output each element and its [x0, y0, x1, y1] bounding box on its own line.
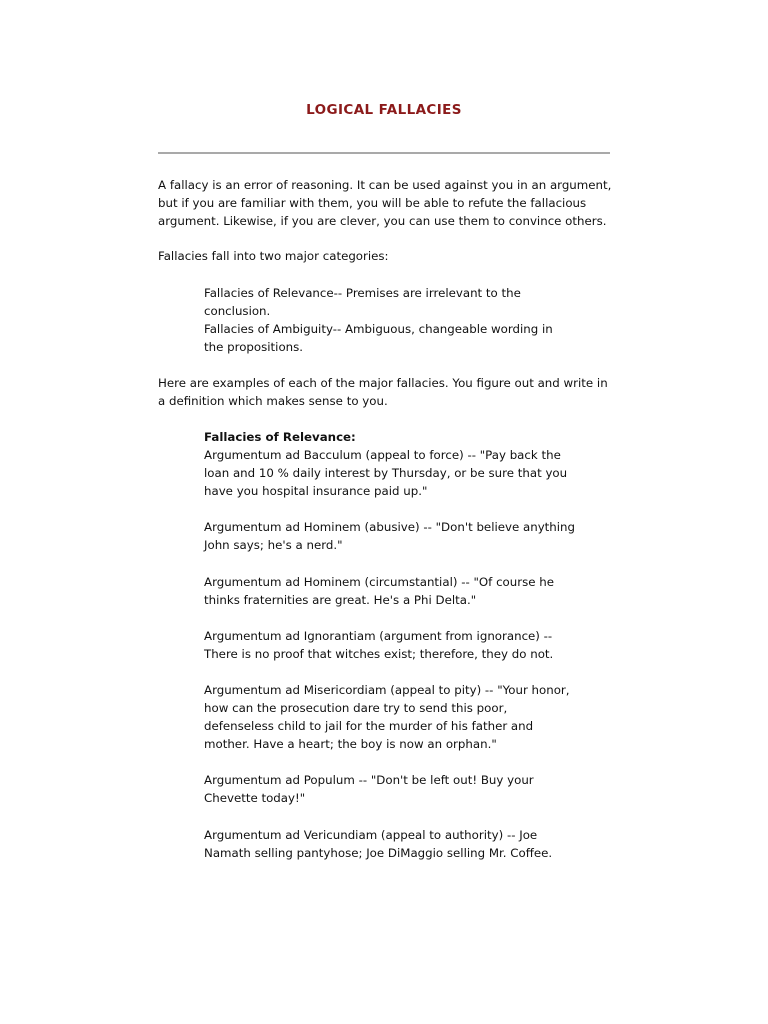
fallacy-line: how can the prosecution dare try to send this poor, [204, 701, 508, 715]
categories-intro: Fallacies fall into two major categories: [158, 249, 389, 263]
fallacy-line: Namath selling pantyhose; Joe DiMaggio selling Mr. Coffee. [204, 846, 553, 860]
fallacy-bacculum [204, 428, 567, 500]
fallacy-line: Argumentum ad Misericordiam (appeal to pity) -- "Your honor, [204, 683, 570, 697]
fallacy-hominem-circumstantial [204, 573, 554, 609]
fallacy-line: mother. Have a heart; the boy is now an orphan." [204, 737, 497, 751]
fallacy-line: Chevette today!" [204, 791, 306, 805]
fallacy-line: Argumentum ad Populum -- "Don't be left out! Buy your [204, 773, 534, 787]
fallacy-vericundiam [204, 826, 552, 862]
fallacy-line: thinks fraternities are great. He's a Phi Delta." [204, 593, 477, 607]
fallacy-line: loan and 10 % daily interest by Thursday, or be sure that you [204, 466, 568, 480]
examples-intro-line: a definition which makes sense to you. [158, 394, 388, 408]
fallacy-line: have you hospital insurance paid up." [204, 484, 428, 498]
fallacy-line: Argumentum ad Ignorantiam (argument from ignorance) -- [204, 629, 553, 643]
fallacy-hominem-abusive [204, 518, 575, 554]
fallacy-misericordiam [204, 681, 570, 753]
examples-intro [158, 374, 608, 410]
category-line: Fallacies of Relevance-- Premises are irrelevant to the [204, 286, 521, 300]
categories-list [204, 284, 553, 356]
category-line: Fallacies of Ambiguity-- Ambiguous, changeable wording in [204, 322, 553, 336]
fallacy-line: John says; he's a nerd." [204, 538, 343, 552]
horizontal-divider [158, 152, 610, 154]
fallacy-line: Argumentum ad Bacculum (appeal to force) -- "Pay back the [204, 448, 561, 462]
intro-line: argument. Likewise, if you are clever, you can use them to convince others. [158, 214, 607, 228]
examples-intro-line: Here are examples of each of the major fallacies. You figure out and write in [158, 376, 608, 390]
fallacy-line: defenseless child to jail for the murder of his father and [204, 719, 534, 733]
fallacy-line: Argumentum ad Vericundiam (appeal to authority) -- Joe [204, 828, 538, 842]
fallacy-ignorantiam [204, 627, 553, 663]
intro-line: A fallacy is an error of reasoning. It can be used against you in an argument, [158, 178, 612, 192]
fallacy-line: There is no proof that witches exist; therefore, they do not. [204, 647, 554, 661]
page-title: LOGICAL FALLACIES [306, 102, 462, 118]
category-line: the propositions. [204, 340, 304, 354]
intro-line: but if you are familiar with them, you will be able to refute the fallacious [158, 196, 587, 210]
fallacy-populum [204, 771, 534, 807]
fallacy-line: Argumentum ad Hominem (circumstantial) -- "Of course he [204, 575, 554, 589]
fallacy-line: Argumentum ad Hominem (abusive) -- "Don't believe anything [204, 520, 576, 534]
category-line: conclusion. [204, 304, 271, 318]
relevance-heading: Fallacies of Relevance: [204, 430, 356, 444]
intro-paragraph [158, 176, 611, 230]
